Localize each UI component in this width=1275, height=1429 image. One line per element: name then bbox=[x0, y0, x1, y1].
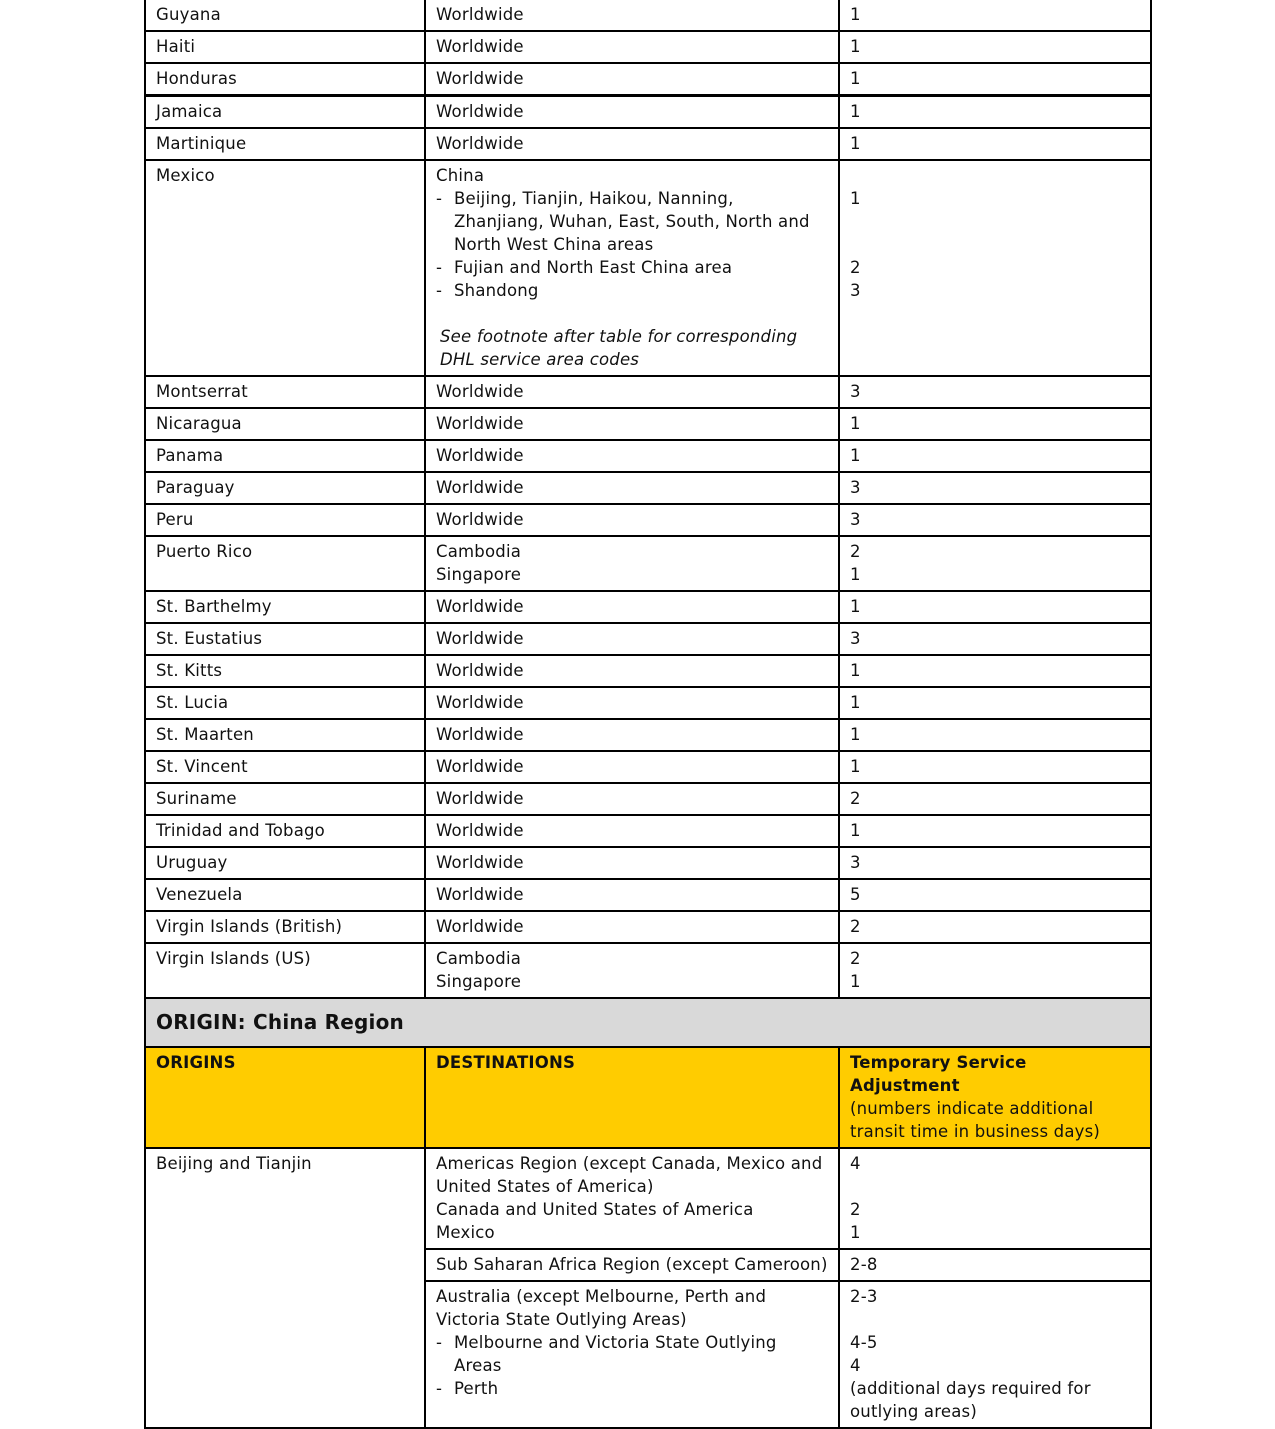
origin-cell: Peru bbox=[145, 504, 425, 536]
destination-cell: Worldwide bbox=[425, 783, 839, 815]
origin-cell: Nicaragua bbox=[145, 408, 425, 440]
origin-cell: St. Vincent bbox=[145, 751, 425, 783]
sub-item-text: Perth bbox=[454, 1379, 499, 1398]
region-title: ORIGIN: China Region bbox=[145, 998, 1151, 1047]
destination-cell: Worldwide bbox=[425, 847, 839, 879]
adjustment-cell: 1 bbox=[839, 719, 1151, 751]
destination-line: Australia (except Melbourne, Perth and Victoria State Outlying Areas) bbox=[436, 1287, 767, 1329]
adjustment-value: 1 bbox=[850, 565, 861, 584]
destination-cell: Sub Saharan Africa Region (except Cameroon) bbox=[425, 1249, 839, 1281]
destination-cell: Worldwide bbox=[425, 623, 839, 655]
transit-adjustment-table bbox=[144, 0, 1152, 1429]
origin-cell: St. Maarten bbox=[145, 719, 425, 751]
destination-cell: Worldwide bbox=[425, 376, 839, 408]
origin-cell: Guyana bbox=[145, 0, 425, 31]
adjustment-cell: 1 bbox=[839, 655, 1151, 687]
destination-cell: Worldwide bbox=[425, 751, 839, 783]
table-row bbox=[145, 536, 1151, 591]
table-row bbox=[145, 128, 1151, 160]
sub-item-text: Melbourne and Victoria State Outlying Areas bbox=[454, 1333, 777, 1375]
origin-cell: Trinidad and Tobago bbox=[145, 815, 425, 847]
adjustment-cell: 5 bbox=[839, 879, 1151, 911]
table-row bbox=[145, 655, 1151, 687]
destination-line: Singapore bbox=[436, 972, 522, 991]
adjustment-value: 2 bbox=[850, 542, 861, 561]
destination-cell: Worldwide bbox=[425, 911, 839, 943]
spacer bbox=[850, 1308, 1140, 1331]
region-banner-row bbox=[145, 998, 1151, 1047]
destination-cell: Worldwide bbox=[425, 719, 839, 751]
table-body bbox=[145, 0, 1151, 1428]
adjustment-cell: 3 bbox=[839, 847, 1151, 879]
table-row bbox=[145, 719, 1151, 751]
column-header-row bbox=[145, 1047, 1151, 1148]
sub-item-text: Fujian and North East China area bbox=[454, 258, 733, 277]
dash: - bbox=[436, 1379, 443, 1398]
adjustment-cell: 2-8 bbox=[839, 1249, 1151, 1281]
table-row bbox=[145, 1148, 1151, 1249]
origin-cell: Mexico bbox=[145, 160, 425, 376]
dash: - bbox=[436, 189, 443, 208]
origin-cell: St. Eustatius bbox=[145, 623, 425, 655]
spacer bbox=[850, 233, 1140, 256]
destination-cell: Worldwide bbox=[425, 687, 839, 719]
table-row bbox=[145, 408, 1151, 440]
sub-item-text: Beijing, Tianjin, Haikou, Nanning, Zhanjiang, Wuhan, East, South, North and North West China areas bbox=[454, 189, 810, 254]
destination-line: Canada and United States of America bbox=[436, 1200, 754, 1219]
origin-cell: Martinique bbox=[145, 128, 425, 160]
adjustment-cell: 2 bbox=[839, 911, 1151, 943]
adjustment-cell: 1 bbox=[839, 687, 1151, 719]
destination-line: Cambodia bbox=[436, 949, 522, 968]
table-row bbox=[145, 911, 1151, 943]
table-row bbox=[145, 504, 1151, 536]
table-row bbox=[145, 160, 1151, 376]
destination-cell: Worldwide bbox=[425, 591, 839, 623]
destination-cell: Worldwide bbox=[425, 440, 839, 472]
destination-cell: Worldwide bbox=[425, 96, 839, 129]
destination-cell: Worldwide bbox=[425, 472, 839, 504]
destination-cell: Worldwide bbox=[425, 408, 839, 440]
destination-cell bbox=[425, 943, 839, 998]
adjustment-cell bbox=[839, 1281, 1151, 1428]
adjustment-cell bbox=[839, 1148, 1151, 1249]
destination-cell: Worldwide bbox=[425, 31, 839, 63]
adjustment-value: 3 bbox=[850, 281, 861, 300]
spacer bbox=[850, 164, 1140, 187]
footnote-reference: See footnote after table for corresponding DHL service area codes bbox=[440, 327, 798, 369]
table-row bbox=[145, 376, 1151, 408]
destination-sub-item bbox=[436, 256, 828, 279]
adjustment-cell: 1 bbox=[839, 96, 1151, 129]
adjustment-value: 4 bbox=[850, 1154, 861, 1173]
table-row bbox=[145, 440, 1151, 472]
destination-sub-item bbox=[436, 1331, 828, 1377]
adjustment-note: (additional days required for outlying areas) bbox=[850, 1379, 1091, 1421]
destination-title: China bbox=[436, 166, 485, 185]
table-row bbox=[145, 63, 1151, 96]
adjustment-value: 1 bbox=[850, 1223, 861, 1242]
destination-cell: Worldwide bbox=[425, 128, 839, 160]
origin-cell: Puerto Rico bbox=[145, 536, 425, 591]
table-row bbox=[145, 472, 1151, 504]
destination-line: Singapore bbox=[436, 565, 522, 584]
adjustment-value: 4-5 bbox=[850, 1333, 878, 1352]
adjustment-cell: 1 bbox=[839, 408, 1151, 440]
header-temporary-service-adjustment bbox=[839, 1047, 1151, 1148]
adjustment-cell bbox=[839, 536, 1151, 591]
table-row bbox=[145, 943, 1151, 998]
adjustment-cell: 3 bbox=[839, 623, 1151, 655]
table-row bbox=[145, 623, 1151, 655]
adjustment-value: 1 bbox=[850, 972, 861, 991]
table-row bbox=[145, 847, 1151, 879]
adjustment-cell: 3 bbox=[839, 376, 1151, 408]
adjustment-value: 4 bbox=[850, 1356, 861, 1375]
dash: - bbox=[436, 1333, 443, 1352]
destination-sub-item bbox=[436, 279, 828, 302]
destination-line: Cambodia bbox=[436, 542, 522, 561]
sub-item-text: Shandong bbox=[454, 281, 539, 300]
header-origins: ORIGINS bbox=[145, 1047, 425, 1148]
table-row bbox=[145, 591, 1151, 623]
spacer bbox=[850, 210, 1140, 233]
origin-cell: St. Lucia bbox=[145, 687, 425, 719]
origin-cell: Jamaica bbox=[145, 96, 425, 129]
destination-line: Americas Region (except Canada, Mexico and United States of America) bbox=[436, 1154, 823, 1196]
origin-cell: Honduras bbox=[145, 63, 425, 96]
dash: - bbox=[436, 258, 443, 277]
adjustment-cell: 1 bbox=[839, 591, 1151, 623]
origin-cell: Montserrat bbox=[145, 376, 425, 408]
origin-cell: Venezuela bbox=[145, 879, 425, 911]
origin-cell: Beijing and Tianjin bbox=[145, 1148, 425, 1428]
table-row bbox=[145, 751, 1151, 783]
destination-cell bbox=[425, 160, 839, 376]
adjustment-cell: 1 bbox=[839, 815, 1151, 847]
adjustment-value: 2 bbox=[850, 949, 861, 968]
origin-cell: Virgin Islands (US) bbox=[145, 943, 425, 998]
adjustment-value: 2 bbox=[850, 258, 861, 277]
table-row bbox=[145, 96, 1151, 129]
adjustment-value: 2 bbox=[850, 1200, 861, 1219]
origin-cell: St. Kitts bbox=[145, 655, 425, 687]
adjustment-cell: 1 bbox=[839, 31, 1151, 63]
adjustment-cell: 2 bbox=[839, 783, 1151, 815]
destination-cell: Worldwide bbox=[425, 504, 839, 536]
adjustment-cell: 1 bbox=[839, 63, 1151, 96]
adjustment-cell: 1 bbox=[839, 440, 1151, 472]
destination-cell bbox=[425, 536, 839, 591]
origin-cell: St. Barthelmy bbox=[145, 591, 425, 623]
origin-cell: Paraguay bbox=[145, 472, 425, 504]
adjustment-value: 2-3 bbox=[850, 1287, 878, 1306]
destination-line: Mexico bbox=[436, 1223, 495, 1242]
header-tsa-title: Temporary Service Adjustment bbox=[850, 1053, 1027, 1095]
header-destinations: DESTINATIONS bbox=[425, 1047, 839, 1148]
adjustment-cell: 3 bbox=[839, 504, 1151, 536]
origin-cell: Uruguay bbox=[145, 847, 425, 879]
adjustment-cell: 1 bbox=[839, 751, 1151, 783]
header-tsa-subtitle: (numbers indicate additional transit time in business days) bbox=[850, 1099, 1101, 1141]
destination-cell: Worldwide bbox=[425, 879, 839, 911]
adjustment-cell bbox=[839, 943, 1151, 998]
destination-cell: Worldwide bbox=[425, 815, 839, 847]
adjustment-cell: 3 bbox=[839, 472, 1151, 504]
dash: - bbox=[436, 281, 443, 300]
table-row bbox=[145, 0, 1151, 31]
destination-cell: Worldwide bbox=[425, 63, 839, 96]
table-row bbox=[145, 783, 1151, 815]
origin-cell: Virgin Islands (British) bbox=[145, 911, 425, 943]
destination-sub-item bbox=[436, 1377, 828, 1400]
destination-sub-item bbox=[436, 187, 828, 256]
table-row bbox=[145, 879, 1151, 911]
table-row bbox=[145, 815, 1151, 847]
origin-cell: Haiti bbox=[145, 31, 425, 63]
destination-cell bbox=[425, 1281, 839, 1428]
spacer bbox=[850, 1175, 1140, 1198]
adjustment-cell: 1 bbox=[839, 0, 1151, 31]
destination-cell: Worldwide bbox=[425, 0, 839, 31]
destination-cell: Worldwide bbox=[425, 655, 839, 687]
adjustment-cell: 1 bbox=[839, 128, 1151, 160]
origin-cell: Panama bbox=[145, 440, 425, 472]
adjustment-cell bbox=[839, 160, 1151, 376]
table-row bbox=[145, 687, 1151, 719]
origin-cell: Suriname bbox=[145, 783, 425, 815]
table-row bbox=[145, 31, 1151, 63]
adjustment-value: 1 bbox=[850, 189, 861, 208]
destination-cell bbox=[425, 1148, 839, 1249]
